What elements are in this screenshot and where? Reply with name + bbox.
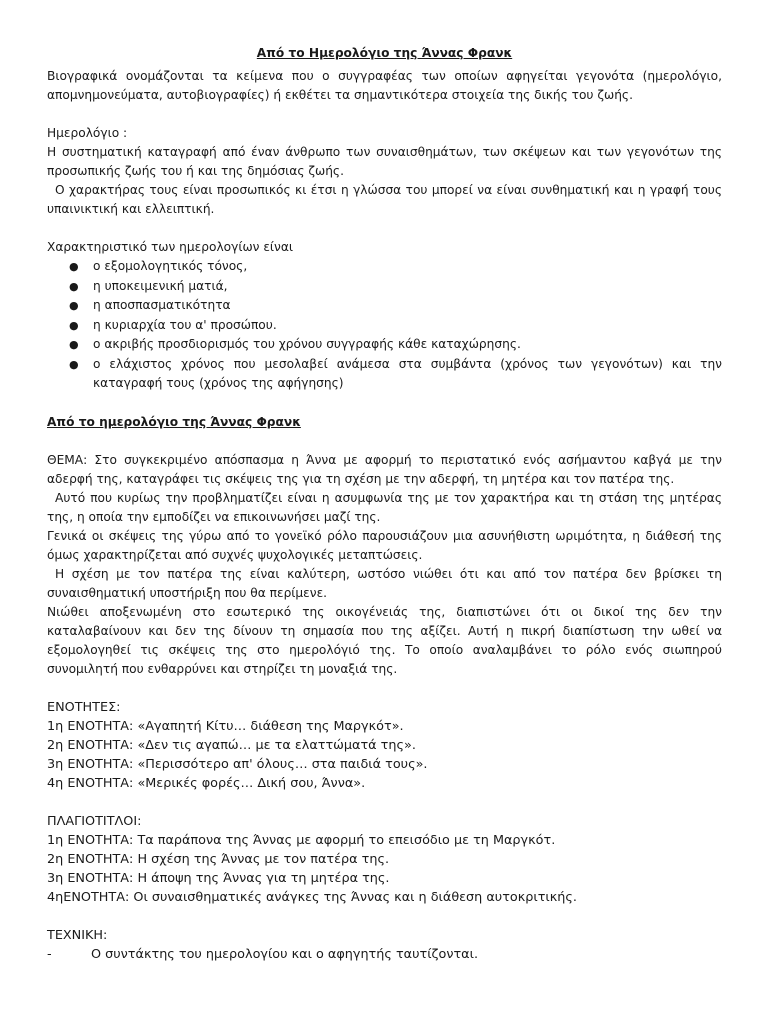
bullet-icon: ● bbox=[69, 260, 79, 273]
subtitle-line: 2η ΕΝΟΤΗΤΑ: Η σχέση της Άννας με τον πατέρα της. bbox=[47, 851, 390, 867]
list-item: ● η αποσπασματικότητα bbox=[47, 296, 722, 316]
list-item: ● ο ελάχιστος χρόνος που μεσολαβεί ανάμεσα στα συμβάντα (χρόνος των γεγονότων) και την καταγραφή τους (χρόνος της αφήγησης) bbox=[69, 356, 722, 390]
subtitles-block bbox=[47, 812, 722, 907]
spacer bbox=[47, 394, 722, 413]
spacer bbox=[47, 907, 722, 926]
bullet-icon: ● bbox=[69, 338, 79, 351]
subtitles-heading: ΠΛΑΓΙΟΤΙΤΛΟΙ: bbox=[47, 813, 142, 829]
bullet-icon: ● bbox=[69, 279, 79, 293]
technique-heading: ΤΕΧΝΙΚΗ: bbox=[47, 927, 108, 943]
features-list bbox=[47, 257, 722, 394]
theme-paragraph: ΘΕΜΑ: Στο συγκεκριμένο απόσπασμα η Άννα με αφορμή το περιστατικό ενός ασήμαντου καβγά με την αδερφή της, καταγράφει τις σκέψεις της για τη σχέση με την αδερφή, τη μητέρα και τον πατέρα της. bbox=[47, 452, 722, 486]
theme-paragraph: Αυτό που κυρίως την προβληματίζει είναι η ασυμφωνία της με τον χαρακτήρα και τη στάση της μητέρας της, η οποία την εμποδίζει να επικοινωνήσει μαζί της. bbox=[47, 490, 722, 524]
list-item: ● η υποκειμενική ματιά, bbox=[47, 277, 722, 297]
unit-line: 3η ΕΝΟΤΗΤΑ: «Περισσότερο απ' όλους… στα παιδιά τους». bbox=[47, 756, 428, 772]
units-heading: ΕΝΟΤΗΤΕΣ: bbox=[47, 699, 121, 715]
subtitle-line: 4ηΕΝΟΤΗΤΑ: Οι συναισθηματικές ανάγκες της Άννας και η διάθεση αυτοκριτικής. bbox=[47, 889, 577, 905]
spacer bbox=[47, 219, 722, 238]
features-intro: Χαρακτηριστικό των ημερολογίων είναι bbox=[47, 240, 294, 254]
list-item: ● η κυριαρχία του α' προσώπου. bbox=[47, 316, 722, 336]
list-item: ● ο ακριβής προσδιορισμός του χρόνου συγγραφής κάθε καταχώρησης. bbox=[47, 335, 722, 355]
unit-line: 2η ΕΝΟΤΗΤΑ: «Δεν τις αγαπώ… με τα ελαττώματά της». bbox=[47, 737, 416, 753]
theme-paragraph: Νιώθει αποξενωμένη στο εσωτερικό της οικογένειάς της, διαπιστώνει ότι οι δικοί της δεν την καταλαβαίνουν και δεν της δίνουν τη σημασία που της αξίζει. Αυτή η πικρή διαπίστωση την ωθεί να εξομολογηθεί τις σκέψεις της στο ημερολόγιό της. Το οποίο αναλαμβάνει το ρόλο ενός σιωπηρού συνομιλητή που ενθαρρύνει και στηρίζει τη μοναξιά της. bbox=[47, 604, 722, 676]
unit-line: 4η ΕΝΟΤΗΤΑ: «Μερικές φορές… Δική σου, Άννα». bbox=[47, 775, 366, 791]
bullet-icon: ● bbox=[69, 318, 79, 332]
spacer bbox=[47, 105, 722, 124]
theme-paragraph: Γενικά οι σκέψεις της γύρω από το γονεϊκό ρόλο παρουσιάζουν μια ασυνήθιστη ωριμότητα, η διάθεσή της όμως χαρακτηρίζεται από συχνές ψυχολογικές μεταπτώσεις. bbox=[47, 528, 722, 562]
diary-label: Ημερολόγιο : bbox=[47, 126, 128, 140]
diary-definition: Η συστηματική καταγραφή από έναν άνθρωπο των συναισθημάτων, των σκέψεων και των γεγονότων της προσωπικής ζωής του ή και της δημόσιας ζωής. bbox=[47, 145, 722, 178]
bullet-icon: ● bbox=[69, 299, 79, 312]
units-block bbox=[47, 698, 722, 793]
list-item: ● ο εξομολογητικός τόνος, bbox=[47, 257, 722, 277]
dash-bullet: - bbox=[47, 946, 52, 962]
subtitle-line: 1η ΕΝΟΤΗΤΑ: Τα παράπονα της Άννας με αφορμή το επεισόδιο με τη Μαργκότ. bbox=[47, 832, 556, 848]
section-title: Από το ημερολόγιο της Άννας Φρανκ bbox=[47, 414, 301, 429]
document-title: Από το Ημερολόγιο της Άννας Φρανκ bbox=[256, 46, 513, 60]
technique-item bbox=[47, 945, 722, 964]
theme-paragraph: Η σχέση με τον πατέρα της είναι καλύτερη, ωστόσο νιώθει ότι και από τον πατέρα δεν βρίσκει τη συναισθηματική υποστήριξη που θα περίμενε. bbox=[47, 566, 722, 600]
diary-character: Ο χαρακτήρας τους είναι προσωπικός κι έτσι η γλώσσα του μπορεί να είναι συνθηματική και η γραφή τους υπαινικτική και ελλειπτική. bbox=[47, 183, 722, 216]
spacer bbox=[47, 679, 722, 698]
technique-block bbox=[47, 926, 722, 945]
spacer bbox=[47, 793, 722, 812]
unit-line: 1η ΕΝΟΤΗΤΑ: «Αγαπητή Κίτυ… διάθεση της Μαργκότ». bbox=[47, 718, 404, 734]
spacer bbox=[47, 432, 722, 451]
technique-text: Ο συντάκτης του ημερολογίου και ο αφηγητής ταυτίζονται. bbox=[91, 946, 479, 962]
intro-paragraph: Βιογραφικά ονομάζονται τα κείμενα που ο συγγραφέας των οποίων αφηγείται γεγονότα (ημερολόγιο, απομνημονεύματα, αυτοβιογραφίες) ή εκθέτει τα σημαντικότερα στοιχεία της δικής του ζωής. bbox=[47, 69, 722, 102]
bullet-icon: ● bbox=[69, 357, 79, 371]
subtitle-line: 3η ΕΝΟΤΗΤΑ: Η άποψη της Άννας για τη μητέρα της. bbox=[47, 870, 390, 886]
